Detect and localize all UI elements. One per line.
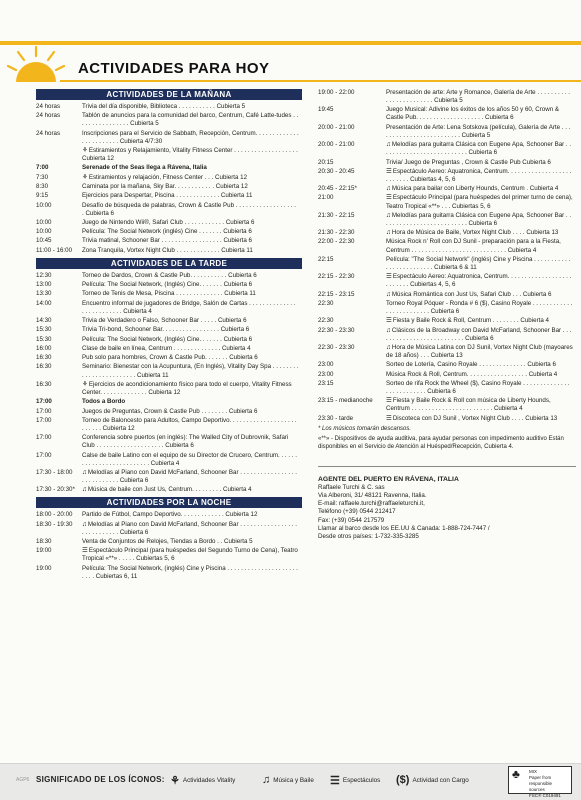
schedule-text: Ejercicios de acondicionamiento físico para todo el cuerpo, Vitality Fitness Center. . . . . . . . . . . . . . Cubierta 12 <box>82 380 292 396</box>
schedule-time: 8:30 <box>36 182 49 190</box>
schedule-description <box>386 361 576 369</box>
schedule-text: Juegos de Preguntas, Crown & Castle Pub . . . . . . . . Cubierta 6 <box>82 407 258 415</box>
schedule-description <box>386 397 576 413</box>
schedule-text: Estiramientos y relajación, Fitness Center . . . Cubierta 12 <box>88 173 248 181</box>
hearing-assist-note: «**» - Dispositivos de ayuda auditiva, para ayudar personas con impedimento auditivo Están disponibles en el Servicio de Atención al Huésped/Recepción, Cubierta 4. <box>318 435 564 451</box>
schedule-description <box>386 291 576 299</box>
schedule-description <box>82 521 302 537</box>
schedule-description <box>82 538 302 546</box>
schedule-text: Trivia/ Juego de Preguntas , Crown & Castle Pub Cubierta 6 <box>386 158 551 166</box>
music-icon: ♫ <box>82 486 87 494</box>
schedule-time: 16:30 <box>36 363 52 371</box>
schedule-time: 16:00 <box>36 344 52 352</box>
schedule-text: Discoteca con DJ Sunil , Vortex Night Club . . . . Cubierta 13 <box>392 414 558 422</box>
schedule-description <box>82 237 302 245</box>
page-header <box>0 0 581 88</box>
music-icon: ♫ <box>386 211 391 219</box>
legend-label-shows: Espectáculos <box>342 777 381 784</box>
schedule-time: 20:45 - 22:15* <box>318 185 357 193</box>
schedule-row <box>318 168 576 184</box>
schedule-description <box>386 141 576 157</box>
schedule-description <box>82 565 302 581</box>
schedule-text: Torneo Royal Póquer - Ronda # 6 ($), Casino Royale . . . . . . . . . . . . . . . . . . . . . . . . . Cubierta 6 <box>386 299 573 315</box>
schedule-row <box>36 486 302 494</box>
schedule-text: Película: The Social Network, (Inglés) Cine. . . . . . . Cubierta 6 <box>82 281 253 289</box>
schedule-time: 22:15 - 22:30 <box>318 273 355 281</box>
schedule-description <box>82 408 302 416</box>
legend-title: SIGNIFICADO DE LOS ÍCONOS: <box>36 775 165 784</box>
schedule-text: Música de baile con Just Us, Centrum. . . . . . . . . Cubierta 4 <box>87 486 252 494</box>
sun-icon <box>3 44 69 84</box>
port-agent-lines <box>318 484 576 541</box>
port-agent-line: E-mail: raffaele.turchi@raffaeleturchi.it, <box>318 500 425 508</box>
legend-label-vitality: Actividades Vitality <box>182 777 236 784</box>
schedule-time: 22:30 <box>318 317 334 325</box>
schedule-time: 12:30 <box>36 271 52 279</box>
schedule-time: 7:30 <box>36 173 49 181</box>
fsc-logo-box <box>508 766 572 798</box>
schedule-time: 18:30 - 19:30 <box>36 520 73 528</box>
schedule-text: Calse de baile Latino con el equipo de su Director de Crucero, Centrum. . . . . . . . . . . . . . . . . . . . . . . . . . Cubierta 4 <box>82 451 297 467</box>
schedule-row <box>36 521 302 537</box>
schedule-text: Partido de Fútbol, Campo Deportivo. . . . . . . . . . . . . Cubierta 12 <box>82 511 258 519</box>
schedule-row <box>36 469 302 485</box>
schedule-description <box>82 103 302 111</box>
schedule-row <box>36 202 302 218</box>
schedule-text: Zona Tranquila, Vortex Night Club . . . . . . . . . . . . . Cubierta 11 <box>82 246 253 254</box>
show-icon: ☰ <box>386 397 392 405</box>
schedule-row <box>36 281 302 289</box>
schedule-time: 21:30 - 22:30 <box>318 229 355 237</box>
top-accent-rule <box>0 41 581 45</box>
schedule-time: 23:30 - tarde <box>318 414 354 422</box>
schedule-time: 19:00 <box>36 564 52 572</box>
fsc-line2: Paper from responsible sources <box>529 775 553 792</box>
schedule-description <box>82 300 302 316</box>
port-agent-block <box>318 466 576 541</box>
schedule-time: 17:00 <box>36 434 52 442</box>
left-column <box>36 89 302 581</box>
schedule-description <box>82 290 302 298</box>
schedule-row <box>36 345 302 353</box>
schedule-row <box>318 89 576 105</box>
schedule-description <box>386 229 576 237</box>
schedule-time: 14:00 <box>36 299 52 307</box>
schedule-time: 10:00 <box>36 218 52 226</box>
schedule-text: Hora de Música de Baile, Vortex Night Club . . . . Cubierta 13 <box>391 229 559 237</box>
schedule-description <box>386 185 576 193</box>
schedule-time: 10:00 <box>36 228 52 236</box>
schedule-row <box>318 106 576 122</box>
legend-label-charge: Actividad con Cargo <box>412 776 469 784</box>
show-icon: ☰ <box>386 167 392 175</box>
schedule-row <box>36 336 302 344</box>
schedule-time: 22:30 - 23:30 <box>318 343 355 351</box>
schedule-description <box>82 192 302 200</box>
schedule-text: Melodías al Piano con David McFarland, Schooner Bar . . . . . . . . . . . . . . . . . . . . . . . . . . . . Cubierta 6 <box>82 520 297 536</box>
schedule-time: 14:30 <box>36 317 52 325</box>
schedule-description <box>82 202 302 218</box>
schedule-row <box>36 272 302 280</box>
schedule-description <box>82 272 302 280</box>
schedule-description <box>82 112 302 128</box>
schedule-description <box>82 469 302 485</box>
schedule-time: 16:30 <box>36 380 52 388</box>
music-icon: ♫ <box>262 774 271 786</box>
schedule-row <box>36 511 302 519</box>
schedule-description <box>82 183 302 191</box>
port-agent-line: Teléfono (+39) 0544 212417 <box>318 508 396 516</box>
schedule-description <box>82 486 302 494</box>
schedule-text: Espectáculo Principal (para huéspedes del primer turno de cena), Teatro Tropical «**» . . . Cubiertas 5, 6 <box>386 194 573 210</box>
schedule-time <box>36 147 82 163</box>
schedule-description <box>82 452 302 468</box>
title-accent-rule <box>60 80 581 82</box>
show-icon: ☰ <box>386 273 392 281</box>
schedule-text: Melodías para guitarra Clásica con Eugene Apa, Schooner Bar . . . . . . . . . . . . . . . . . . . . . . . . . . Cubierta 6 <box>386 141 572 157</box>
schedule-text: Trivia de Verdadero o Falso, Schooner Bar . . . . . Cubierta 6 <box>82 317 247 325</box>
schedule-time: 22:15 <box>318 255 334 263</box>
schedule-description <box>82 147 302 163</box>
schedule-row <box>36 164 302 172</box>
schedule-description <box>82 336 302 344</box>
schedule-time: 18:30 <box>36 538 52 546</box>
show-icon: ☰ <box>82 547 88 555</box>
schedule-row <box>36 219 302 227</box>
schedule-text: Torneo de Tenis de Mesa, Piscina . . . . . . . . . . . . . . Cubierta 11 <box>82 290 256 298</box>
schedule-description <box>82 130 302 146</box>
schedule-text: Trivia matinal, Schooner Bar . . . . . . . . . . . . . . . . . . Cubierta 6 <box>82 237 252 245</box>
schedule-time: 13:30 <box>36 290 52 298</box>
page-title: ACTIVIDADES PARA HOY <box>78 60 270 77</box>
schedule-text: Fiesta y Baile Rock & Roll con música de Liberty Hounds, Centrum . . . . . . . . . . . . . . . . . . . . . . . . Cubierta 4 <box>386 397 551 413</box>
schedule-text: Caminata por la mañana, Sky Bar. . . . . . . . . . . . Cubierta 12 <box>82 182 248 190</box>
vitality-icon: ⚘ <box>82 173 88 181</box>
schedule-time: 20:15 <box>318 158 334 166</box>
schedule-description <box>82 228 302 236</box>
schedule-time: 16:30 <box>36 354 52 362</box>
music-icon: ♫ <box>386 141 391 149</box>
schedule-time: 19:00 <box>36 547 52 555</box>
schedule-time: 19:45 <box>318 106 334 114</box>
schedule-time: 21:00 <box>318 194 334 202</box>
schedule-text: Espectáculo Aereo: Aquatronica, Centrum. . . . . . . . . . . . . . . . . . . . . . . . . . Cubiertas 4, 5, 6 <box>386 273 572 289</box>
schedule-text: Estiramientos y Relajamiento, Vitality Fitness Center . . . . . . . . . . . . . . . . . . . Cubierta 12 <box>82 147 298 163</box>
schedule-description <box>82 326 302 334</box>
schedule-row <box>36 228 302 236</box>
schedule-text: Trivia Tri-bond, Schooner Bar. . . . . . . . . . . . . . . . . Cubierta 6 <box>82 326 250 334</box>
schedule-row <box>36 147 302 163</box>
schedule-description <box>82 434 302 450</box>
schedule-text: Conferencia sobre puertos (en inglés): The Walled City of Dubrovnik, Safari Club . . . . . . . . . . . . . . . . . . . . Cubierta 6 <box>82 434 289 450</box>
schedule-row <box>36 434 302 450</box>
schedule-description <box>386 380 576 396</box>
schedule-description <box>82 398 302 406</box>
right-column <box>318 89 576 541</box>
schedule-row <box>318 415 576 423</box>
schedule-description <box>386 124 576 140</box>
schedule-text: Música Rock n' Roll con DJ Sunil - preparación para a la Fiesta, Centrum . . . . . . . . . . . . . . . . . . . . . . . . . . . . Cubierta 4 <box>386 238 561 254</box>
port-agent-line: Via Alberoni, 31/ 48121 Ravenna, Italia. <box>318 491 427 499</box>
schedule-description <box>386 212 576 228</box>
schedule-description <box>82 511 302 519</box>
schedule-text: Fiesta y Baile Rock & Roll, Centrum . . . . . . . . Cubierta 4 <box>392 317 549 325</box>
schedule-row <box>36 237 302 245</box>
schedule-row <box>36 398 302 406</box>
schedule-text: Música para bailar con Liberty Hounds, Centrum . Cubierta 4 <box>391 185 559 193</box>
schedule-text: Juego de Nintendo Wii®, Safari Club . . . . . . . . . . . . Cubierta 6 <box>82 218 255 226</box>
schedule-row <box>318 317 576 325</box>
schedule-text: Tablón de anuncios para la comunidad del barco, Centrum, Café Latte-tudes . . . . . . . . . . . . . . . . Cubierta 5 <box>82 112 299 128</box>
schedule-time: 24 horas <box>36 129 61 137</box>
vitality-icon: ⚘ <box>170 775 180 787</box>
schedule-text: Torneo de Baloncesto para Adultos, Campo Deportivo. . . . . . . . . . . . . . . . . . . . . . . . . . Cubierta 12 <box>82 416 297 432</box>
schedule-description <box>386 89 576 105</box>
schedule-description <box>386 106 576 122</box>
schedule-text: Pub solo para hombres, Crown & Castle Pub. . . . . . . Cubierta 6 <box>82 354 258 362</box>
sheet-code: AGP6 <box>16 777 30 783</box>
schedule-time: 11:00 - 16:00 <box>36 246 73 254</box>
schedule-time: 17:30 - 20:30* <box>36 486 75 494</box>
schedule-time: 10:00 <box>36 201 52 209</box>
fsc-line3: FSC® C019491 <box>529 793 561 798</box>
schedule-time: 23:00 <box>318 370 334 378</box>
schedule-row <box>36 317 302 325</box>
legend-item-music <box>262 774 314 786</box>
schedule-description <box>82 247 302 255</box>
schedule-description <box>82 363 302 379</box>
schedule-text: Encuentro informal de jugadores de Bridge, Salón de Cartas . . . . . . . . . . . . . . . . . . . . . . . . . . Cubierta 4 <box>82 299 296 315</box>
show-icon: ☰ <box>386 317 392 325</box>
schedule-time: 24 horas <box>36 103 61 110</box>
schedule-text: Película: The Social Network, (inglés) Cine y Piscina . . . . . . . . . . . . . . . . . . . . . . . . . Cubiertas 6, 11 <box>82 564 298 580</box>
schedule-time: 17:00 <box>36 416 52 424</box>
schedule-text: Todos a Bordo <box>82 398 126 406</box>
schedule-text: Espectáculo Aereo: Aquatronica, Centrum. . . . . . . . . . . . . . . . . . . . . . . . . . Cubiertas 4, 5, 6 <box>386 167 572 183</box>
schedule-text: Espectáculo Principal (para huéspedes del Segundo Turno de Cena), Teatro Tropical «**» . . . . . Cubiertas 5, 6 <box>82 547 298 563</box>
tree-icon: ♣ <box>512 767 520 781</box>
section-header: ACTIVIDADES POR LA NOCHE <box>36 497 302 508</box>
schedule-description <box>386 327 576 343</box>
schedule-text: Hora de Música Latina con DJ Sunil, Vortex Night Club (mayoares de 18 años) . . . Cubierta 13 <box>386 343 573 359</box>
show-icon: ☰ <box>386 414 392 422</box>
schedule-row <box>318 397 576 413</box>
schedule-row <box>318 185 576 193</box>
schedule-text: Música Romántica con Just Us, Safari Club . . . Cubierta 6 <box>391 290 552 298</box>
schedule-row <box>318 212 576 228</box>
schedule-description <box>82 219 302 227</box>
schedule-text: Melodías para guitarra Clásica con Eugene Apa, Schooner Bar . . . . . . . . . . . . . . . . . . . . . . . . . . Cubierta 6 <box>386 211 572 227</box>
schedule-description <box>386 238 576 254</box>
vitality-icon: ⚘ <box>82 380 88 388</box>
schedule-row <box>318 300 576 316</box>
schedule-description <box>386 256 576 272</box>
schedule-description <box>82 417 302 433</box>
port-agent-line: Llamar al barco desde los EE.UU & Canada: 1-888-724-7447 / <box>318 524 490 532</box>
schedule-time: 20:00 - 21:00 <box>318 123 355 131</box>
schedule-row <box>36 547 302 563</box>
show-icon: ☰ <box>386 194 392 202</box>
show-icon: ☰ <box>330 775 340 787</box>
schedule-text: Desafío de búsqueda de palabras, Crown & Castle Pub . . . . . . . . . . . . . . . . . . . Cubierta 6 <box>82 201 296 217</box>
schedule-description <box>82 547 302 563</box>
schedule-description <box>82 174 302 182</box>
schedule-description <box>82 345 302 353</box>
port-agent-line: Desde otros países: 1-732-335-3285 <box>318 532 419 540</box>
section-header: ACTIVIDADES DE LA MAÑANA <box>36 89 302 100</box>
schedule-row <box>318 327 576 343</box>
schedule-text: Presentación de Arte: Lena Sotskova (película), Galería de Arte . . . . . . . . . . . . . . . . . . . . . . . . . Cubierta 5 <box>386 123 571 139</box>
schedule-time: 22:30 - 23:30 <box>318 326 355 334</box>
music-icon: ♫ <box>386 185 391 193</box>
schedule-row <box>36 290 302 298</box>
schedule-row <box>36 452 302 468</box>
schedule-time: 22:30 <box>318 299 334 307</box>
schedule-description <box>82 164 302 172</box>
schedule-time: 22:00 - 22:30 <box>318 238 355 246</box>
schedule-description <box>386 168 576 184</box>
schedule-row <box>36 174 302 182</box>
port-agent-line: Raffaele Turchi & C. sas <box>318 483 385 491</box>
schedule-description <box>82 317 302 325</box>
schedule-row <box>318 238 576 254</box>
schedule-time: 10:45 <box>36 237 52 245</box>
schedule-description <box>386 159 576 167</box>
schedule-row <box>36 363 302 379</box>
schedule-row <box>318 141 576 157</box>
schedule-text: Seminario: Bienestar con la Acupuntura, (En Inglés), Vitality Day Spa . . . . . . . . . . . . . . . . . . . . . . . . Cubierta 11 <box>82 363 299 379</box>
schedule-time: 17:00 <box>36 451 52 459</box>
schedule-text: Juego Musical: Adivine los éxitos de los años 50 y 60, Crown & Castle Pub. . . . . . . . . . . . . . . . . . . . Cubierta 6 <box>386 106 559 122</box>
schedule-text: Clásicos de la Broadway con David McFarland, Schooner Bar . . . . . . . . . . . . . . . . . . . . . . . . . . Cubierta 6 <box>386 326 572 342</box>
schedule-text: Trivia del día disponible, Biblioteca . . . . . . . . . . . Cubierta 5 <box>82 103 246 110</box>
schedule-row <box>36 247 302 255</box>
dollar-icon: ($) <box>396 774 410 786</box>
schedule-time: 9:15 <box>36 192 49 200</box>
vitality-icon: ⚘ <box>82 147 88 155</box>
schedule-row <box>318 344 576 360</box>
schedule-row <box>318 273 576 289</box>
schedule-description <box>82 354 302 362</box>
schedule-time: 17:00 <box>36 398 52 406</box>
legend-item-shows <box>330 774 380 787</box>
schedule-text: Venta de Conjuntos de Relojes, Tiendas a Bordo . . Cubierta 5 <box>82 538 253 546</box>
schedule-text: Serenade of the Seas llega a Rávena, Italia <box>82 164 207 172</box>
schedule-description <box>82 381 302 397</box>
schedule-description <box>386 344 576 360</box>
legend-item-vitality <box>170 774 235 787</box>
schedule-time: 24 horas <box>36 112 61 120</box>
schedule-row <box>36 538 302 546</box>
schedule-row <box>36 300 302 316</box>
schedule-time: 18:00 - 20:00 <box>36 511 73 519</box>
schedule-row <box>36 192 302 200</box>
schedule-text: Clase de baile en línea, Centrum . . . . . . . . . . . . . . Cubierta 4 <box>82 344 251 352</box>
schedule-text: Ejercicios para Despertar, Piscina . . . . . . . . . . . . . Cubierta 11 <box>82 192 253 200</box>
schedule-row <box>36 354 302 362</box>
schedule-text: Sorteo de rifa Rock the Wheel ($), Casino Royale . . . . . . . . . . . . . . . . . . . . . . . . . . Cubierta 6 <box>386 379 570 395</box>
schedule-row <box>36 130 302 146</box>
music-icon: ♫ <box>386 229 391 237</box>
schedule-row <box>318 194 576 210</box>
schedule-row <box>36 326 302 334</box>
schedule-row <box>318 361 576 369</box>
schedule-row <box>36 183 302 191</box>
schedule-time: 15:30 <box>36 335 52 343</box>
schedule-text: Inscripciones para el Servicio de Sabbath, Recepción, Centrum. . . . . . . . . . . . . . . . . . . . . . . . Cubierta 4/7:30 <box>82 129 299 145</box>
schedule-text: Melodías al Piano con David McFarland, Schooner Bar . . . . . . . . . . . . . . . . . . . . . . . . . . . . Cubierta 6 <box>82 468 297 484</box>
schedule-row <box>318 229 576 237</box>
schedule-description <box>386 300 576 316</box>
port-agent-line: Fax: (+39) 0544 217579 <box>318 516 385 524</box>
schedule-time: 20:30 - 20:45 <box>318 167 355 175</box>
schedule-row <box>318 291 576 299</box>
schedule-text: Película: The Social Network, (Inglés) Cine. . . . . . . Cubierta 6 <box>82 335 253 343</box>
schedule-time: 23:00 <box>318 361 334 369</box>
port-agent-title: AGENTE DEL PUERTO EN RÁVENA, ITALIA <box>318 475 459 483</box>
schedule-time: 15:30 <box>36 326 52 334</box>
section-header: ACTIVIDADES DE LA TARDE <box>36 258 302 269</box>
music-icon: ♫ <box>386 343 391 351</box>
schedule-time: 20:00 - 21:00 <box>318 141 355 149</box>
schedule-text: Música Rock & Roll, Centrum. . . . . . . . . . . . . . . . . . Cubierta 4 <box>386 370 558 378</box>
schedule-row <box>318 371 576 379</box>
schedule-row <box>318 380 576 396</box>
schedule-row <box>318 124 576 140</box>
schedule-row <box>36 565 302 581</box>
schedule-description <box>386 317 576 325</box>
schedule-text: Torneo de Dardos, Crown & Castle Pub. . . . . . . . . . . Cubierta 6 <box>82 271 257 279</box>
legend-label-music: Música y Baile <box>273 776 314 784</box>
schedule-text: Película: "The Social Network" (inglés) Cine y Piscina . . . . . . . . . . . . . . . . . . . . . . . . . Cubierta 6 & 11 <box>386 255 571 271</box>
schedule-time: 22:15 - 23:15 <box>318 290 355 298</box>
music-icon: ♫ <box>82 468 87 476</box>
schedule-description <box>386 371 576 379</box>
evening-schedule-continued <box>318 89 576 423</box>
schedule-time: 13:00 <box>36 281 52 289</box>
schedule-time: 7:00 <box>36 164 49 172</box>
schedule-text: Sorteo de Lotería, Casino Royale . . . . . . . . . . . . . . Cubierta 6 <box>386 361 556 369</box>
schedule-row <box>318 256 576 272</box>
schedule-description <box>386 194 576 210</box>
schedule-time: 23:15 - medianoche <box>318 397 373 405</box>
music-icon: ♫ <box>386 290 391 298</box>
schedule-time: 19:00 - 22:00 <box>318 89 355 96</box>
schedule-time: 21:30 - 22:15 <box>318 211 355 219</box>
music-icon: ♫ <box>386 326 391 334</box>
musicians-break-footnote: * Los músicos tomarán descansos. <box>318 425 412 432</box>
schedule-text: Presentación de arte: Arte y Romance, Galería de Arte . . . . . . . . . . . . . . . . . . . . . . . . Cubierta 5 <box>386 89 570 105</box>
schedule-row <box>36 112 302 128</box>
schedule-row <box>36 408 302 416</box>
schedule-time: 17:00 <box>36 407 52 415</box>
schedule-description <box>386 273 576 289</box>
schedule-description <box>82 281 302 289</box>
fsc-line1: MIX <box>529 769 538 774</box>
schedule-description <box>386 415 576 423</box>
schedule-time: 23:15 <box>318 379 334 387</box>
music-icon: ♫ <box>82 520 87 528</box>
schedule-row <box>36 103 302 111</box>
schedule-time: 17:30 - 18:00 <box>36 468 73 476</box>
schedule-row <box>36 417 302 433</box>
schedule-text: Película: The Social Network (inglés) Cine . . . . . . . Cubierta 6 <box>82 228 252 236</box>
legend-item-charge <box>396 774 469 786</box>
schedule-row <box>36 381 302 397</box>
schedule-row <box>318 159 576 167</box>
